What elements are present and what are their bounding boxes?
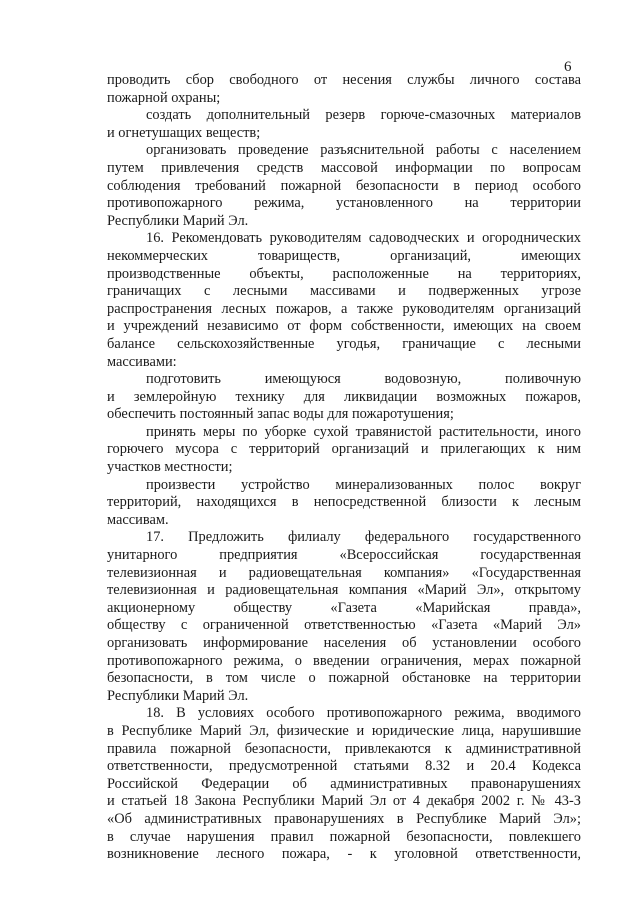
text-line: обеспечить постоянный запас воды для пожаротушения; bbox=[107, 406, 454, 423]
text-line: акционерному обществу «Газета «Марийская правда», bbox=[107, 599, 581, 616]
text-line: Российской Федерации об административных правонарушениях bbox=[107, 775, 581, 792]
text-line: в случае нарушения правил пожарной безопасности, повлекшего bbox=[107, 828, 581, 845]
text-line: организовать информирование населения об установлении особого bbox=[107, 635, 581, 651]
text-line: противопожарного режима, установленного на территории bbox=[107, 195, 581, 212]
text-line: соблюдения требований пожарной безопасности в период особого bbox=[107, 177, 581, 194]
text-line: возникновение лесного пожара, - к уголовной ответственности, bbox=[107, 846, 581, 863]
text-line: проводить сбор свободного от несения службы личного состава bbox=[107, 72, 581, 88]
text-line: балансе сельскохозяйственные угодья, граничащие с лесными bbox=[107, 335, 581, 352]
text-line: и землеройную технику для ликвидации возможных пожаров, bbox=[107, 388, 581, 405]
text-line: Республики Марий Эл. bbox=[107, 212, 249, 229]
text-line: 17. Предложить филиалу федерального государственного bbox=[146, 529, 581, 546]
text-line: и огнетушащих веществ; bbox=[107, 124, 261, 141]
text-line: телевизионная и радиовещательная компания «Марий Эл», открытому bbox=[107, 582, 581, 599]
text-line: пожарной охраны; bbox=[107, 89, 221, 106]
text-line: производственные объекты, расположенные на территориях, bbox=[107, 265, 581, 282]
text-line: 16. Рекомендовать руководителям садоводческих и огороднических bbox=[146, 230, 581, 247]
text-line: ответственности, предусмотренной статьями 8.32 и 20.4 Кодекса bbox=[107, 758, 581, 775]
text-line: подготовить имеющуюся водовозную, поливочную bbox=[146, 371, 581, 388]
text-line: горючего мусора с территорий организаций и прилегающих к ним bbox=[107, 441, 581, 458]
page-number: 6 bbox=[564, 59, 572, 75]
text-line: массивам. bbox=[107, 511, 169, 528]
text-line: путем привлечения средств массовой информации по вопросам bbox=[107, 159, 581, 176]
text-line: унитарного предприятия «Всероссийская государственная bbox=[107, 547, 581, 564]
text-line: граничащих с лесными массивами и подверженных угрозе bbox=[107, 283, 581, 300]
text-line: распространения лесных пожаров, а также руководителям организаций bbox=[107, 300, 581, 317]
text-line: 18. В условиях особого противопожарного режима, вводимого bbox=[146, 705, 581, 722]
text-line: массивами: bbox=[107, 353, 177, 370]
text-line: правила пожарной безопасности, привлекаются к административной bbox=[107, 740, 581, 757]
text-line: противопожарного режима, о введении ограничения, мерах пожарной bbox=[107, 652, 581, 669]
text-line: телевизионная и радиовещательная компания» «Государственная bbox=[107, 564, 581, 581]
text-line: и учреждений независимо от форм собственности, имеющих на своем bbox=[107, 318, 581, 335]
text-line: принять меры по уборке сухой травянистой растительности, иного bbox=[146, 423, 581, 440]
document-body bbox=[107, 72, 581, 864]
text-line: некоммерческих товариществ, организаций, имеющих bbox=[107, 247, 581, 264]
text-line: «Об административных правонарушениях в Республике Марий Эл»; bbox=[107, 810, 581, 827]
text-line: создать дополнительный резерв горюче-смазочных материалов bbox=[146, 107, 581, 124]
text-line: Республики Марий Эл. bbox=[107, 687, 249, 704]
text-line: безопасности, в том числе о пожарной обстановке на территории bbox=[107, 670, 581, 687]
text-line: в Республике Марий Эл, физические и юридические лица, нарушившие bbox=[107, 722, 581, 739]
text-line: участков местности; bbox=[107, 459, 233, 476]
text-line: организовать проведение разъяснительной работы с населением bbox=[146, 142, 581, 159]
text-line: обществу с ограниченной ответственностью «Газета «Марий Эл» bbox=[107, 617, 581, 634]
text-line: и статьей 18 Закона Республики Марий Эл от 4 декабря 2002 г. № 43-З bbox=[107, 793, 581, 810]
text-line: произвести устройство минерализованных полос вокруг bbox=[146, 476, 581, 493]
text-line: территорий, находящихся в непосредственной близости к лесным bbox=[107, 494, 581, 511]
